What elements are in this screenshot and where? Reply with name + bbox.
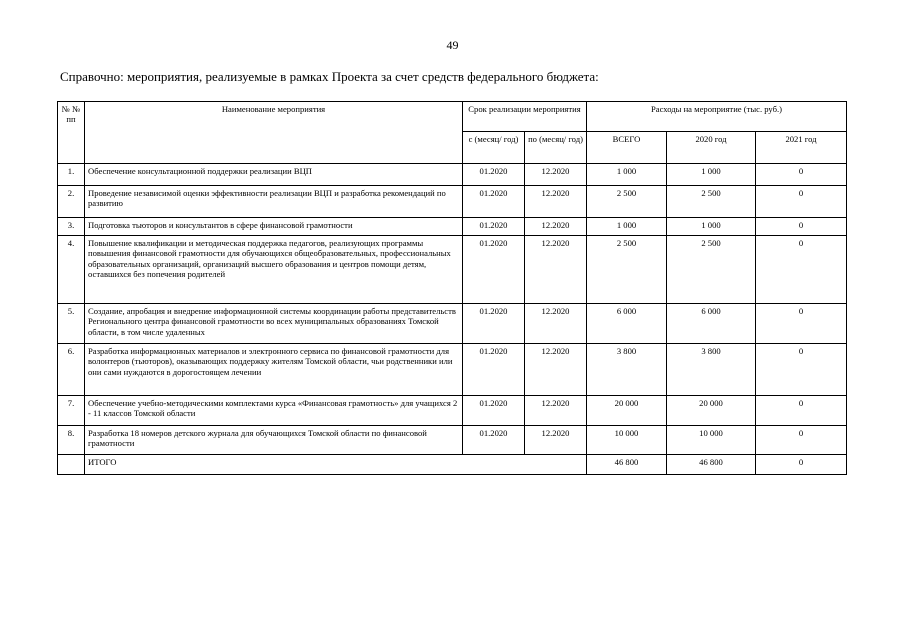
row-number: 1.	[58, 164, 85, 186]
expense-2020: 2 500	[667, 186, 756, 218]
period-to: 12.2020	[525, 304, 587, 344]
table-row	[58, 344, 847, 396]
table-row	[58, 396, 847, 426]
expense-total: 3 800	[587, 344, 667, 396]
period-to: 12.2020	[525, 164, 587, 186]
table-row	[58, 164, 847, 186]
expense-total: 20 000	[587, 396, 667, 426]
expense-2021: 0	[756, 186, 847, 218]
expense-2020: 20 000	[667, 396, 756, 426]
expense-2021: 0	[756, 236, 847, 304]
expense-2021: 0	[756, 426, 847, 455]
table-row	[58, 426, 847, 455]
period-to: 12.2020	[525, 344, 587, 396]
expense-total: 10 000	[587, 426, 667, 455]
header-period: Срок реализации мероприятия	[463, 102, 587, 132]
expense-2021: 0	[756, 344, 847, 396]
document-heading: Справочно: мероприятия, реализуемые в рамках Проекта за счет средств федерального бюджета:	[60, 69, 599, 84]
event-name: Разработка информационных материалов и электронного сервиса по финансовой грамотности для волонтеров (тьюторов), оказывающих поддержку жителям Томской области, чьи родственники или они сами нуждаются в дорогостоящем лечении	[85, 344, 463, 396]
period-from: 01.2020	[463, 426, 525, 455]
header-expenses: Расходы на мероприятие (тыс. руб.)	[587, 102, 847, 132]
expense-2020: 1 000	[667, 218, 756, 236]
period-to: 12.2020	[525, 186, 587, 218]
period-from: 01.2020	[463, 396, 525, 426]
expense-2020: 6 000	[667, 304, 756, 344]
expense-total: 2 500	[587, 186, 667, 218]
expense-total: 1 000	[587, 218, 667, 236]
expense-2020: 3 800	[667, 344, 756, 396]
table-row	[58, 218, 847, 236]
expense-2020: 2 500	[667, 236, 756, 304]
expense-2021: 0	[756, 396, 847, 426]
grand-total: 46 800	[587, 455, 667, 475]
events-table	[57, 101, 847, 475]
header-period-to: по (месяц/ год)	[525, 132, 587, 164]
total-label: ИТОГО	[85, 455, 587, 475]
table-row	[58, 304, 847, 344]
header-2021: 2021 год	[756, 132, 847, 164]
grand-total-2021: 0	[756, 455, 847, 475]
table-row	[58, 236, 847, 304]
header-total: ВСЕГО	[587, 132, 667, 164]
header-2020: 2020 год	[667, 132, 756, 164]
event-name: Разработка 18 номеров детского журнала для обучающихся Томской области по финансовой грамотности	[85, 426, 463, 455]
expense-total: 6 000	[587, 304, 667, 344]
total-row	[58, 455, 847, 475]
event-name: Повышение квалификации и методическая поддержка педагогов, реализующих программы повышения финансовой грамотности для обучающихся общеобразовательных, профессиональных образовательных организаций, организаций высшего образования и центров помощи детям, оставшихся без попечения родителей	[85, 236, 463, 304]
page-number: 49	[446, 38, 459, 52]
period-from: 01.2020	[463, 344, 525, 396]
row-number: 6.	[58, 344, 85, 396]
expense-total: 1 000	[587, 164, 667, 186]
row-number: 4.	[58, 236, 85, 304]
expense-2020: 1 000	[667, 164, 756, 186]
header-event-name: Наименование мероприятия	[85, 102, 463, 164]
expense-2021: 0	[756, 304, 847, 344]
row-number: 8.	[58, 426, 85, 455]
period-to: 12.2020	[525, 236, 587, 304]
event-name: Проведение независимой оценки эффективности реализации ВЦП и разработка рекомендаций по развитию	[85, 186, 463, 218]
header-number: № № пп	[58, 102, 85, 164]
expense-2020: 10 000	[667, 426, 756, 455]
period-to: 12.2020	[525, 426, 587, 455]
period-to: 12.2020	[525, 396, 587, 426]
grand-total-2020: 46 800	[667, 455, 756, 475]
table-row	[58, 186, 847, 218]
event-name: Подготовка тьюторов и консультантов в сфере финансовой грамотности	[85, 218, 463, 236]
total-number-cell	[58, 455, 85, 475]
expense-2021: 0	[756, 218, 847, 236]
event-name: Создание, апробация и внедрение информационной системы координации работы представительств Регионального центра финансовой грамотности во всех муниципальных образованиях Томской области, в том числе удаленных	[85, 304, 463, 344]
header-period-from: с (месяц/ год)	[463, 132, 525, 164]
row-number: 3.	[58, 218, 85, 236]
row-number: 2.	[58, 186, 85, 218]
expense-total: 2 500	[587, 236, 667, 304]
period-from: 01.2020	[463, 236, 525, 304]
event-name: Обеспечение учебно-методическими комплектами курса «Финансовая грамотность» для учащихся 2 - 11 классов Томской области	[85, 396, 463, 426]
period-from: 01.2020	[463, 304, 525, 344]
period-from: 01.2020	[463, 218, 525, 236]
period-from: 01.2020	[463, 186, 525, 218]
expense-2021: 0	[756, 164, 847, 186]
row-number: 5.	[58, 304, 85, 344]
period-to: 12.2020	[525, 218, 587, 236]
row-number: 7.	[58, 396, 85, 426]
period-from: 01.2020	[463, 164, 525, 186]
event-name: Обеспечение консультационной поддержки реализации ВЦП	[85, 164, 463, 186]
